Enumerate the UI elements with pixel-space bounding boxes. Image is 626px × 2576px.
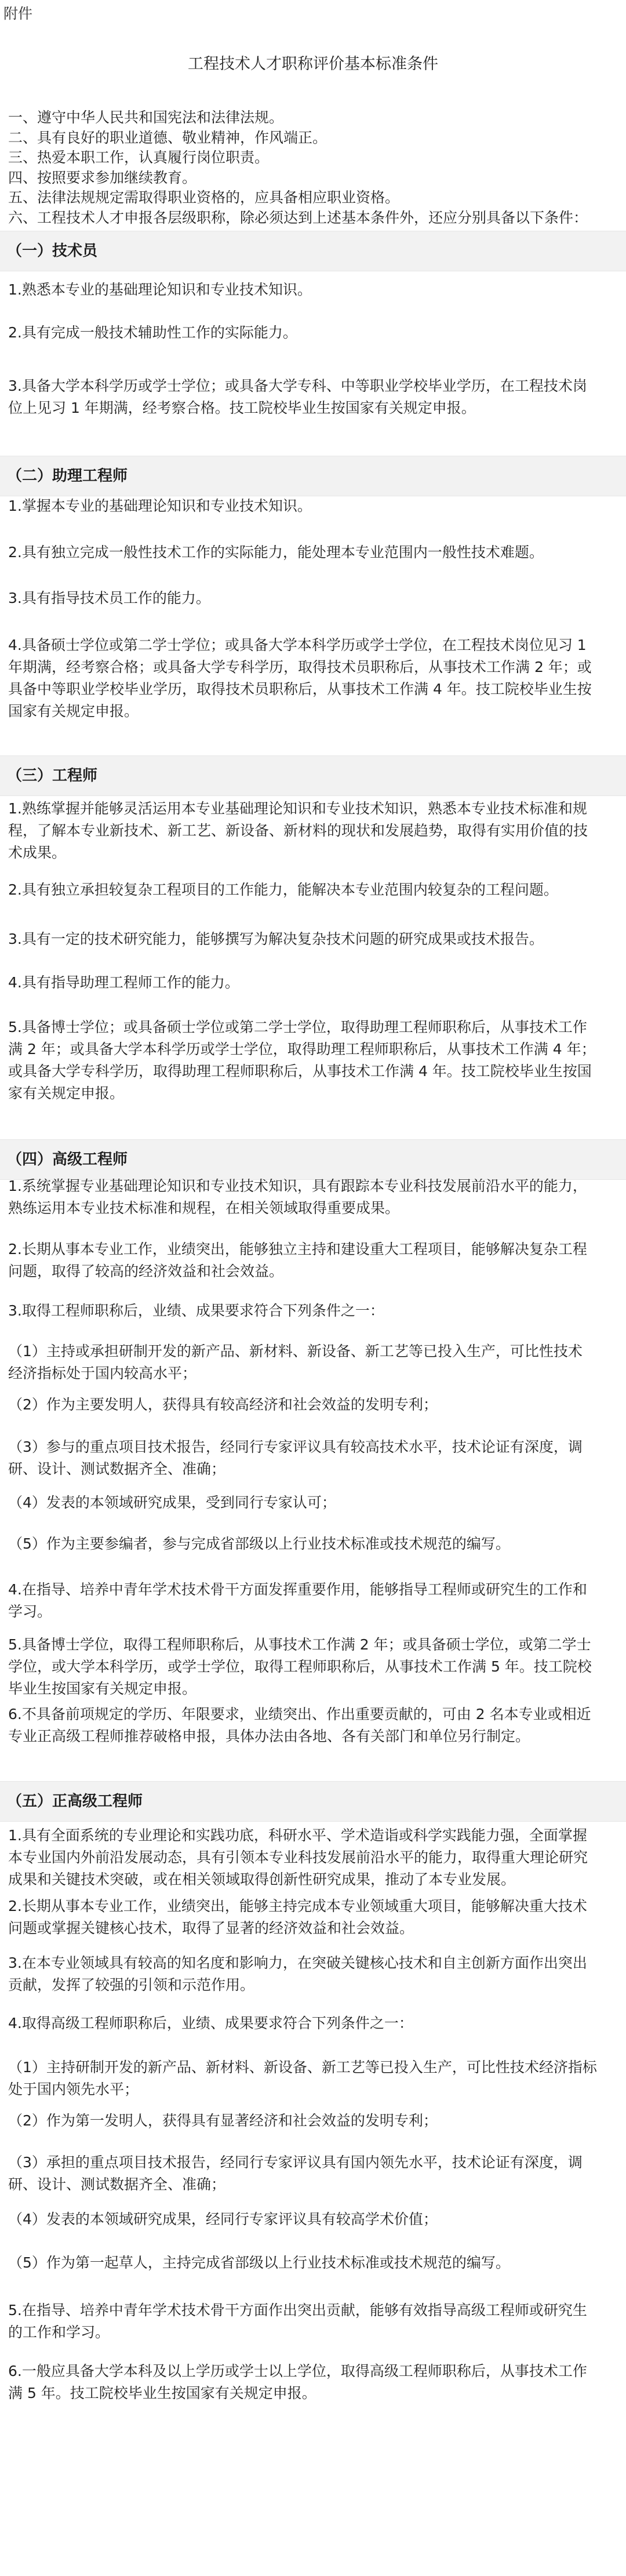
- criteria-paragraph: [8, 1952, 618, 1996]
- section-heading: （五）正高级工程师: [0, 1781, 626, 1822]
- paragraph-line: （4）发表的本领域研究成果，受到同行专家认可；: [8, 1494, 336, 1511]
- criteria-paragraph: [8, 1175, 618, 1219]
- paragraph-line: 满 2 年；或具备大学本科学历或学士学位，取得助理工程师职称后，从事技术工作满 4 年；: [8, 1041, 596, 1058]
- criteria-paragraph: [8, 1579, 618, 1623]
- paragraph-line: （2）作为第一发明人，获得具有显著经济和社会效益的发明专利；: [8, 2112, 438, 2129]
- criteria-paragraph: [8, 2252, 618, 2274]
- paragraph-line: 3.在本专业领域具有较高的知名度和影响力，在突破关键核心技术和自主创新方面作出突出: [8, 1954, 587, 1971]
- paragraph-line: 1.具有全面系统的专业理论和实践功底，科研水平、学术造诣或科学实践能力强，全面掌握: [8, 1827, 587, 1844]
- paragraph-line: 2.具有完成一般技术辅助性工作的实际能力。: [8, 324, 297, 341]
- criteria-paragraph: [8, 2057, 618, 2101]
- paragraph-line: 年期满，经考察合格；或具备大学专科学历，取得技术员职称后，从事技术工作满 2 年；或: [8, 659, 592, 675]
- criteria-paragraph: [8, 1703, 618, 1747]
- paragraph-line: 研、设计、测试数据齐全、准确；: [8, 2176, 226, 2193]
- criteria-paragraph: [8, 928, 618, 950]
- paragraph-line: 满 5 年。技工院校毕业生按国家有关规定申报。: [8, 2385, 316, 2401]
- paragraph-line: 国家有关规定申报。: [8, 703, 139, 720]
- criteria-paragraph: [8, 634, 618, 722]
- criteria-paragraph: [8, 2110, 618, 2132]
- paragraph-line: （3）参与的重点项目技术报告，经同行专家评议具有较高技术水平，技术论证有深度，调: [8, 1438, 583, 1455]
- criteria-paragraph: [8, 1300, 618, 1322]
- paragraph-line: 1.系统掌握专业基础理论知识和专业技术知识，具有跟踪本专业科技发展前沿水平的能力，: [8, 1178, 587, 1194]
- criteria-paragraph: [8, 587, 618, 609]
- section-header: [0, 456, 626, 496]
- paragraph-line: 3.具有指导技术员工作的能力。: [8, 590, 210, 606]
- criteria-paragraph: [8, 1634, 618, 1700]
- paragraph-line: 毕业生按国家有关规定申报。: [8, 1680, 197, 1697]
- criteria-paragraph: [8, 1016, 618, 1104]
- paragraph-line: （4）发表的本领域研究成果，经同行专家评议具有较高学术价值；: [8, 2211, 438, 2228]
- paragraph-line: 的工作和学习。: [8, 2324, 110, 2341]
- paragraph-line: 术成果。: [8, 844, 67, 861]
- paragraph-line: 4.取得高级工程师职称后，业绩、成果要求符合下列条件之一：: [8, 2015, 413, 2032]
- section-header: [0, 1139, 626, 1180]
- section-heading: （一）技术员: [0, 231, 626, 271]
- paragraph-line: 5.具备博士学位，取得工程师职称后，从事技术工作满 2 年；或具备硕士学位，或第二学士: [8, 1636, 591, 1653]
- paragraph-line: 1.熟悉本专业的基础理论知识和专业技术知识。: [8, 281, 312, 298]
- criteria-paragraph: [8, 798, 618, 864]
- paragraph-line: 5.在指导、培养中青年学术技术骨干方面作出突出贡献，能够有效指导高级工程师或研究生: [8, 2302, 587, 2319]
- intro-line: 四、按照要求参加继续教育。: [8, 169, 197, 186]
- paragraph-line: （3）承担的重点项目技术报告，经同行专家评议具有国内领先水平，技术论证有深度，调: [8, 2154, 583, 2171]
- paragraph-line: 或具备大学专科学历，取得助理工程师职称后，从事技术工作满 4 年。技工院校毕业生按国: [8, 1063, 592, 1080]
- paragraph-line: 程，了解本专业新技术、新工艺、新设备、新材料的现状和发展趋势，取得有实用价值的技: [8, 822, 588, 839]
- paragraph-line: 问题或掌握关键核心技术，取得了显著的经济效益和社会效益。: [8, 1920, 414, 1936]
- paragraph-line: 本专业国内外前沿发展动态，具有引领本专业科技发展前沿水平的能力，取得重大理论研究: [8, 1849, 588, 1866]
- paragraph-line: 5.具备博士学位；或具备硕士学位或第二学士学位，取得助理工程师职称后，从事技术工作: [8, 1019, 587, 1036]
- criteria-paragraph: [8, 375, 618, 419]
- paragraph-line: 3.具有一定的技术研究能力，能够撰写为解决复杂技术问题的研究成果或技术报告。: [8, 931, 544, 947]
- criteria-paragraph: [8, 1533, 618, 1555]
- paragraph-line: （1）主持或承担研制开发的新产品、新材料、新设备、新工艺等已投入生产，可比性技术: [8, 1343, 583, 1360]
- section-header: [0, 231, 626, 271]
- paragraph-line: 贡献，发挥了较强的引领和示范作用。: [8, 1976, 255, 1993]
- paragraph-line: 具备中等职业学校毕业学历，取得技术员职称后，从事技术工作满 4 年。技工院校毕业生按: [8, 681, 592, 697]
- attachment-label: 附件: [3, 5, 33, 22]
- intro-line: 三、热爱本职工作，认真履行岗位职责。: [8, 149, 270, 166]
- paragraph-line: 研、设计、测试数据齐全、准确；: [8, 1460, 226, 1477]
- criteria-paragraph: [8, 2360, 618, 2404]
- criteria-paragraph: [8, 1825, 618, 1891]
- paragraph-line: 学位，或大学本科学历，或学士学位，取得工程师职称后，从事技术工作满 5 年。技工院校: [8, 1658, 592, 1675]
- paragraph-line: 问题，取得了较高的经济效益和社会效益。: [8, 1263, 284, 1280]
- criteria-paragraph: [8, 879, 618, 901]
- criteria-paragraph: [8, 972, 618, 994]
- section-heading: （四）高级工程师: [0, 1139, 626, 1180]
- criteria-paragraph: [8, 322, 618, 344]
- criteria-paragraph: [8, 2012, 618, 2034]
- section-heading: （三）工程师: [0, 755, 626, 796]
- paragraph-line: 熟练运用本专业技术标准和规程，在相关领域取得重要成果。: [8, 1200, 400, 1216]
- paragraph-line: （1）主持研制开发的新产品、新材料、新设备、新工艺等已投入生产，可比性技术经济指标: [8, 2059, 597, 2076]
- paragraph-line: 6.不具备前项规定的学历、年限要求，业绩突出、作出重要贡献的，可由 2 名本专业或相近: [8, 1706, 591, 1723]
- paragraph-line: 2.长期从事本专业工作，业绩突出，能够独立主持和建设重大工程项目，能够解决复杂工程: [8, 1241, 587, 1258]
- intro-line: 二、具有良好的职业道德、敬业精神，作风端正。: [8, 129, 327, 146]
- paragraph-line: 1.熟练掌握并能够灵活运用本专业基础理论知识和专业技术知识，熟悉本专业技术标准和规: [8, 800, 587, 817]
- criteria-paragraph: [8, 1394, 618, 1416]
- section-header: [0, 1781, 626, 1822]
- section-header: [0, 755, 626, 796]
- paragraph-line: 成果和关键技术突破，或在相关领域取得创新性研究成果，推动了本专业发展。: [8, 1871, 516, 1888]
- paragraph-line: 2.长期从事本专业工作，业绩突出，能够主持完成本专业领域重大项目，能够解决重大技术: [8, 1898, 587, 1914]
- document-title: 工程技术人才职称评价基本标准条件: [188, 55, 438, 73]
- intro-line: 一、遵守中华人民共和国宪法和法律法规。: [8, 109, 284, 126]
- paragraph-line: （5）作为主要参编者，参与完成省部级以上行业技术标准或技术规范的编写。: [8, 1535, 510, 1552]
- paragraph-line: 2.具有独立承担较复杂工程项目的工作能力，能解决本专业范围内较复杂的工程问题。: [8, 881, 558, 898]
- paragraph-line: （5）作为第一起草人，主持完成省部级以上行业技术标准或技术规范的编写。: [8, 2254, 510, 2271]
- intro-line: 六、工程技术人才申报各层级职称，除必须达到上述基本条件外，还应分别具备以下条件：: [8, 209, 588, 226]
- paragraph-line: 2.具有独立完成一般性技术工作的实际能力，能处理本专业范围内一般性技术难题。: [8, 544, 544, 561]
- paragraph-line: 3.取得工程师职称后，业绩、成果要求符合下列条件之一：: [8, 1302, 384, 1319]
- criteria-paragraph: [8, 2208, 618, 2230]
- paragraph-line: 学习。: [8, 1603, 52, 1620]
- paragraph-line: （2）作为主要发明人，获得具有较高经济和社会效益的发明专利；: [8, 1396, 438, 1413]
- paragraph-line: 处于国内领先水平；: [8, 2081, 139, 2098]
- criteria-paragraph: [8, 2299, 618, 2344]
- criteria-paragraph: [8, 279, 618, 301]
- criteria-paragraph: [8, 1340, 618, 1385]
- paragraph-line: 位上见习 1 年期满，经考察合格。技工院校毕业生按国家有关规定申报。: [8, 399, 476, 416]
- paragraph-line: 经济指标处于国内较高水平；: [8, 1365, 197, 1382]
- paragraph-line: 家有关规定申报。: [8, 1085, 125, 1102]
- intro-line: 五、法律法规规定需取得职业资格的，应具备相应职业资格。: [8, 189, 400, 206]
- criteria-paragraph: [8, 1238, 618, 1282]
- paragraph-line: 专业正高级工程师推荐破格申报，具体办法由各地、各有关部门和单位另行制定。: [8, 1728, 530, 1745]
- section-heading: （二）助理工程师: [0, 456, 626, 496]
- criteria-paragraph: [8, 2152, 618, 2196]
- paragraph-line: 6.一般应具备大学本科及以上学历或学士以上学位，取得高级工程师职称后，从事技术工作: [8, 2363, 587, 2379]
- paragraph-line: 4.具有指导助理工程师工作的能力。: [8, 974, 239, 991]
- criteria-paragraph: [8, 1895, 618, 1939]
- paragraph-line: 1.掌握本专业的基础理论知识和专业技术知识。: [8, 497, 312, 514]
- criteria-paragraph: [8, 542, 618, 564]
- criteria-paragraph: [8, 1436, 618, 1480]
- criteria-paragraph: [8, 1492, 618, 1514]
- paragraph-line: 3.具备大学本科学历或学士学位；或具备大学专科、中等职业学校毕业学历，在工程技术岗: [8, 377, 587, 394]
- paragraph-line: 4.具备硕士学位或第二学士学位；或具备大学本科学历或学士学位，在工程技术岗位见习 1: [8, 637, 587, 653]
- paragraph-line: 4.在指导、培养中青年学术技术骨干方面发挥重要作用，能够指导工程师或研究生的工作和: [8, 1581, 587, 1598]
- criteria-paragraph: [8, 495, 618, 517]
